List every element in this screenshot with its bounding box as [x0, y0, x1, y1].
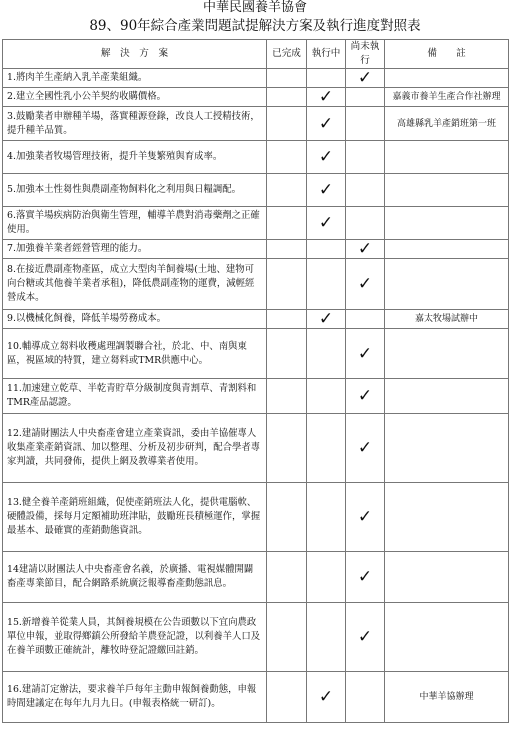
in-progress-cell — [307, 207, 346, 240]
solution-cell: 11.加速建立乾草、半乾青貯草分級制度與青割草、青割料和TMR產品認證。 — [3, 379, 267, 414]
table-row — [3, 329, 509, 379]
not-started-cell — [346, 552, 385, 603]
not-started-cell — [346, 310, 385, 329]
remark-cell — [385, 329, 509, 379]
header-in-progress: 執行中 — [307, 40, 346, 69]
remark-cell — [385, 240, 509, 259]
solution-cell: 9.以機械化飼養，降低羊場勞務成本。 — [3, 310, 267, 329]
remark-cell — [385, 483, 509, 552]
checkmark-icon: ✓ — [318, 147, 334, 167]
in-progress-cell — [307, 240, 346, 259]
not-started-cell — [346, 259, 385, 310]
checkmark-icon: ✓ — [357, 627, 373, 647]
solution-cell: 8.在接近農副產物產區，成立大型肉羊飼養場(土地、建物可向台糖或其他養羊業者承租)，降低農副產物的運費，減輕經營成本。 — [3, 259, 267, 310]
solution-cell: 2.建立全國性乳小公羊契約收購價格。 — [3, 88, 267, 107]
solution-cell: 10.輔導成立芻料收穫處理調製聯合社，於北、中、南與東區，視區域的特質，建立芻料或TMR供應中心。 — [3, 329, 267, 379]
remark-cell — [385, 414, 509, 483]
solution-cell: 5.加強本土性芻性與農副產物飼料化之利用與日糧調配。 — [3, 174, 267, 207]
in-progress-cell — [307, 483, 346, 552]
done-cell — [267, 379, 307, 414]
solution-cell: 12.建請財團法人中央畜產會建立產業資訊，委由羊協催專人收集產業產銷資訊、加以整理、分析及初步研判，配合學者專家判讀，共同發佈，提供上網及教導業者使用。 — [3, 414, 267, 483]
remark-cell: 中華羊協辦理 — [385, 672, 509, 723]
not-started-cell — [346, 107, 385, 141]
done-cell — [267, 207, 307, 240]
checkmark-icon: ✓ — [357, 239, 373, 259]
done-cell — [267, 310, 307, 329]
header-not-started: 尚未執行 — [346, 40, 385, 69]
solution-cell: 3.鼓勵業者申辦種羊場，落實種源登錄，改良人工授精技術，提升種羊品質。 — [3, 107, 267, 141]
table-row — [3, 69, 509, 88]
checkmark-icon: ✓ — [318, 309, 334, 329]
table-row — [3, 259, 509, 310]
in-progress-cell — [307, 552, 346, 603]
checkmark-icon: ✓ — [357, 274, 373, 294]
remark-cell: 高雄縣乳羊產銷班第一班 — [385, 107, 509, 141]
table-row — [3, 141, 509, 174]
header-remarks: 備 註 — [385, 40, 509, 69]
checkmark-icon: ✓ — [357, 507, 373, 527]
checkmark-icon: ✓ — [318, 113, 334, 134]
remark-cell: 嘉太牧場試辦中 — [385, 310, 509, 329]
remark-cell — [385, 207, 509, 240]
header-done: 已完成 — [267, 40, 307, 69]
in-progress-cell — [307, 672, 346, 723]
done-cell — [267, 483, 307, 552]
in-progress-cell — [307, 107, 346, 141]
not-started-cell — [346, 141, 385, 174]
done-cell — [267, 259, 307, 310]
not-started-cell — [346, 603, 385, 672]
checkmark-icon: ✓ — [357, 438, 373, 458]
not-started-cell — [346, 483, 385, 552]
table-row — [3, 107, 509, 141]
org-title: 中華民國養羊協會 — [202, 0, 307, 15]
in-progress-cell — [307, 141, 346, 174]
remark-cell — [385, 379, 509, 414]
table-row — [3, 88, 509, 107]
done-cell — [267, 69, 307, 88]
checkmark-icon: ✓ — [318, 87, 334, 107]
checkmark-icon: ✓ — [357, 567, 373, 587]
header-solution: 解 決 方 案 — [3, 40, 267, 69]
done-cell — [267, 240, 307, 259]
remark-cell — [385, 259, 509, 310]
solution-cell: 14建請以財團法人中央畜產會名義，於廣播、電視媒體開闢畜產專業節目，配合網路系統廣泛報導畜產動態訊息。 — [3, 552, 267, 603]
table-row — [3, 310, 509, 329]
remark-cell — [385, 552, 509, 603]
in-progress-cell — [307, 329, 346, 379]
checkmark-icon: ✓ — [318, 687, 334, 707]
done-cell — [267, 107, 307, 141]
in-progress-cell — [307, 603, 346, 672]
table-row — [3, 483, 509, 552]
done-cell — [267, 603, 307, 672]
progress-table — [2, 39, 509, 723]
not-started-cell — [346, 174, 385, 207]
checkmark-icon: ✓ — [318, 180, 334, 200]
in-progress-cell — [307, 88, 346, 107]
in-progress-cell — [307, 414, 346, 483]
solution-cell: 6.落實羊場疾病防治與衛生管理，輔導羊農對消毒藥劑之正確使用。 — [3, 207, 267, 240]
checkmark-icon: ✓ — [318, 213, 334, 233]
solution-cell: 7.加強養羊業者經營管理的能力。 — [3, 240, 267, 259]
not-started-cell — [346, 207, 385, 240]
table-row — [3, 552, 509, 603]
not-started-cell — [346, 69, 385, 88]
remark-cell — [385, 603, 509, 672]
solution-cell: 15.新增養羊從業人員，其飼養規模在公告頭數以下宜向農政單位申報，並取得鄉鎮公所發給羊農登記證，以利養羊人口及在養羊頭數正確統計，離牧時登記證繳回註銷。 — [3, 603, 267, 672]
table-row — [3, 672, 509, 723]
in-progress-cell — [307, 174, 346, 207]
not-started-cell — [346, 379, 385, 414]
not-started-cell — [346, 414, 385, 483]
in-progress-cell — [307, 69, 346, 88]
document-title: 89、90年綜合產業問題試提解決方案及執行進度對照表 — [89, 18, 421, 34]
done-cell — [267, 141, 307, 174]
done-cell — [267, 174, 307, 207]
table-row — [3, 603, 509, 672]
in-progress-cell — [307, 259, 346, 310]
checkmark-icon: ✓ — [357, 68, 373, 88]
checkmark-icon: ✓ — [357, 386, 373, 406]
not-started-cell — [346, 329, 385, 379]
done-cell — [267, 672, 307, 723]
done-cell — [267, 552, 307, 603]
done-cell — [267, 88, 307, 107]
done-cell — [267, 329, 307, 379]
solution-cell: 1.將肉羊生產納入乳羊產業組織。 — [3, 69, 267, 88]
solution-cell: 4.加強業者牧場管理技術，提升羊隻繁殖與育成率。 — [3, 141, 267, 174]
done-cell — [267, 414, 307, 483]
checkmark-icon: ✓ — [357, 343, 373, 364]
table-row — [3, 174, 509, 207]
remark-cell — [385, 69, 509, 88]
table-row — [3, 379, 509, 414]
table-row — [3, 207, 509, 240]
solution-cell: 16.建請訂定辦法，要求養羊戶每年主動申報飼養動態，申報時間建議定在每年九月九日。(申報表格統一研訂)。 — [3, 672, 267, 723]
solution-cell: 13.健全養羊產銷班組織，促使產銷班法人化，提供電腦軟、硬體設備，採每月定額補助班津貼，鼓勵班長積極運作，掌握最基本、最確實的產銷動態資訊。 — [3, 483, 267, 552]
not-started-cell — [346, 240, 385, 259]
not-started-cell — [346, 88, 385, 107]
remark-cell — [385, 141, 509, 174]
table-row — [3, 240, 509, 259]
not-started-cell — [346, 672, 385, 723]
in-progress-cell — [307, 379, 346, 414]
table-row — [3, 414, 509, 483]
remark-cell — [385, 174, 509, 207]
remark-cell: 嘉義市養羊生產合作社辦理 — [385, 88, 509, 107]
in-progress-cell — [307, 310, 346, 329]
table-header-row — [3, 40, 509, 69]
